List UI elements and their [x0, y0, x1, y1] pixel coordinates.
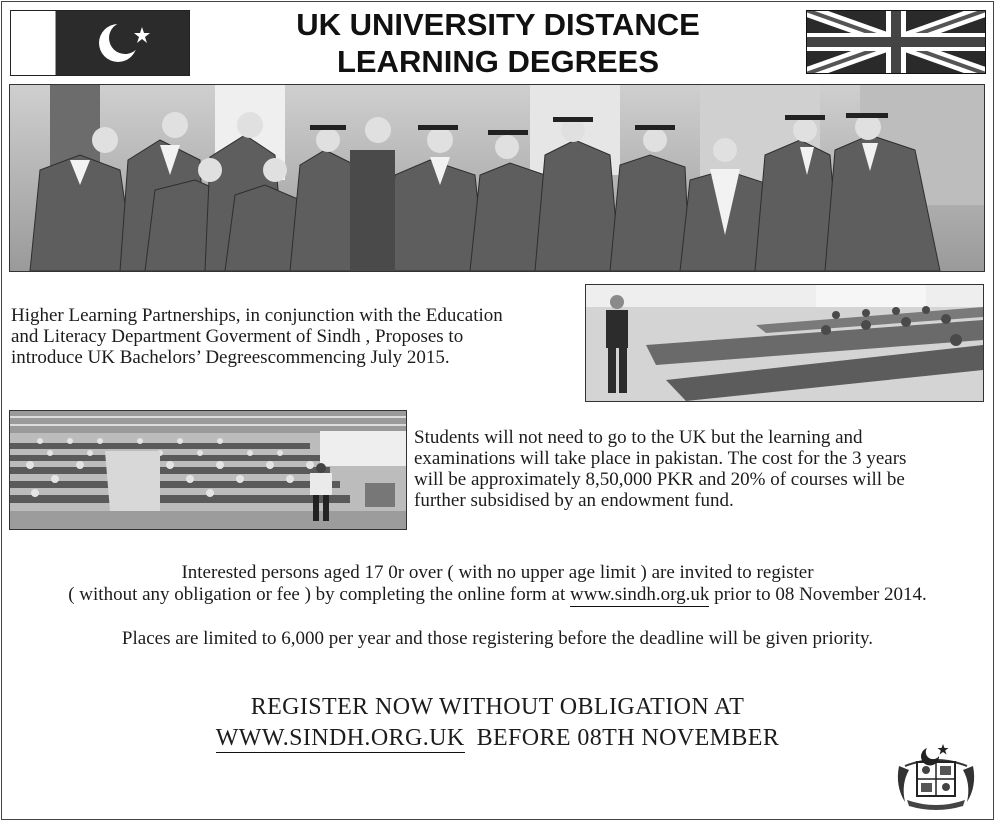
page-title: [200, 6, 796, 80]
intro-line: Higher Learning Partnerships, in conjunction with the Education: [11, 305, 503, 326]
cta-line: [0, 723, 995, 754]
graduates-photo: [9, 84, 985, 272]
intro-line: introduce UK Bachelors’ Degreescommencing July 2015.: [11, 347, 450, 368]
places-paragraph: [0, 628, 995, 650]
call-to-action: [0, 692, 995, 754]
cta-deadline: BEFORE 08TH NOVEMBER: [476, 725, 780, 751]
title-line-1: UK UNIVERSITY DISTANCE: [296, 7, 700, 42]
title-line-2: LEARNING DEGREES: [336, 44, 660, 79]
crescent-star-icon: [56, 11, 189, 75]
registration-line: [0, 584, 995, 606]
intro-paragraph: [11, 305, 581, 368]
registration-url-link[interactable]: www.sindh.org.uk: [570, 584, 710, 605]
cta-line: REGISTER NOW WITHOUT OBLIGATION AT: [250, 694, 745, 720]
registration-line: Interested persons aged 17 0r over ( with no upper age limit ) are invited to register: [181, 562, 814, 583]
government-seal-icon: [891, 736, 981, 812]
cta-url-link[interactable]: WWW.SINDH.ORG.UK: [215, 725, 465, 751]
classroom-photo: [585, 284, 984, 402]
cost-line: Students will not need to go to the UK but the learning and: [414, 427, 863, 448]
places-text: Places are limited to 6,000 per year and those registering before the deadline will be given priority.: [121, 628, 874, 649]
cost-line: further subsidised by an endowment fund.: [414, 490, 734, 511]
intro-line: and Literacy Department Goverment of Sindh , Proposes to: [11, 326, 464, 347]
registration-text: ( without any obligation or fee ) by completing the online form at: [68, 584, 566, 605]
registration-paragraph: [0, 562, 995, 606]
cost-line: will be approximately 8,50,000 PKR and 20% of courses will be: [414, 469, 905, 490]
cost-paragraph: [414, 427, 974, 511]
registration-deadline: prior to 08 November 2014.: [714, 584, 927, 605]
pakistan-flag: [10, 10, 190, 76]
lecture-hall-photo: [9, 410, 407, 530]
cost-line: examinations will take place in pakistan. The cost for the 3 years: [414, 448, 907, 469]
union-jack-flag: [806, 10, 986, 74]
